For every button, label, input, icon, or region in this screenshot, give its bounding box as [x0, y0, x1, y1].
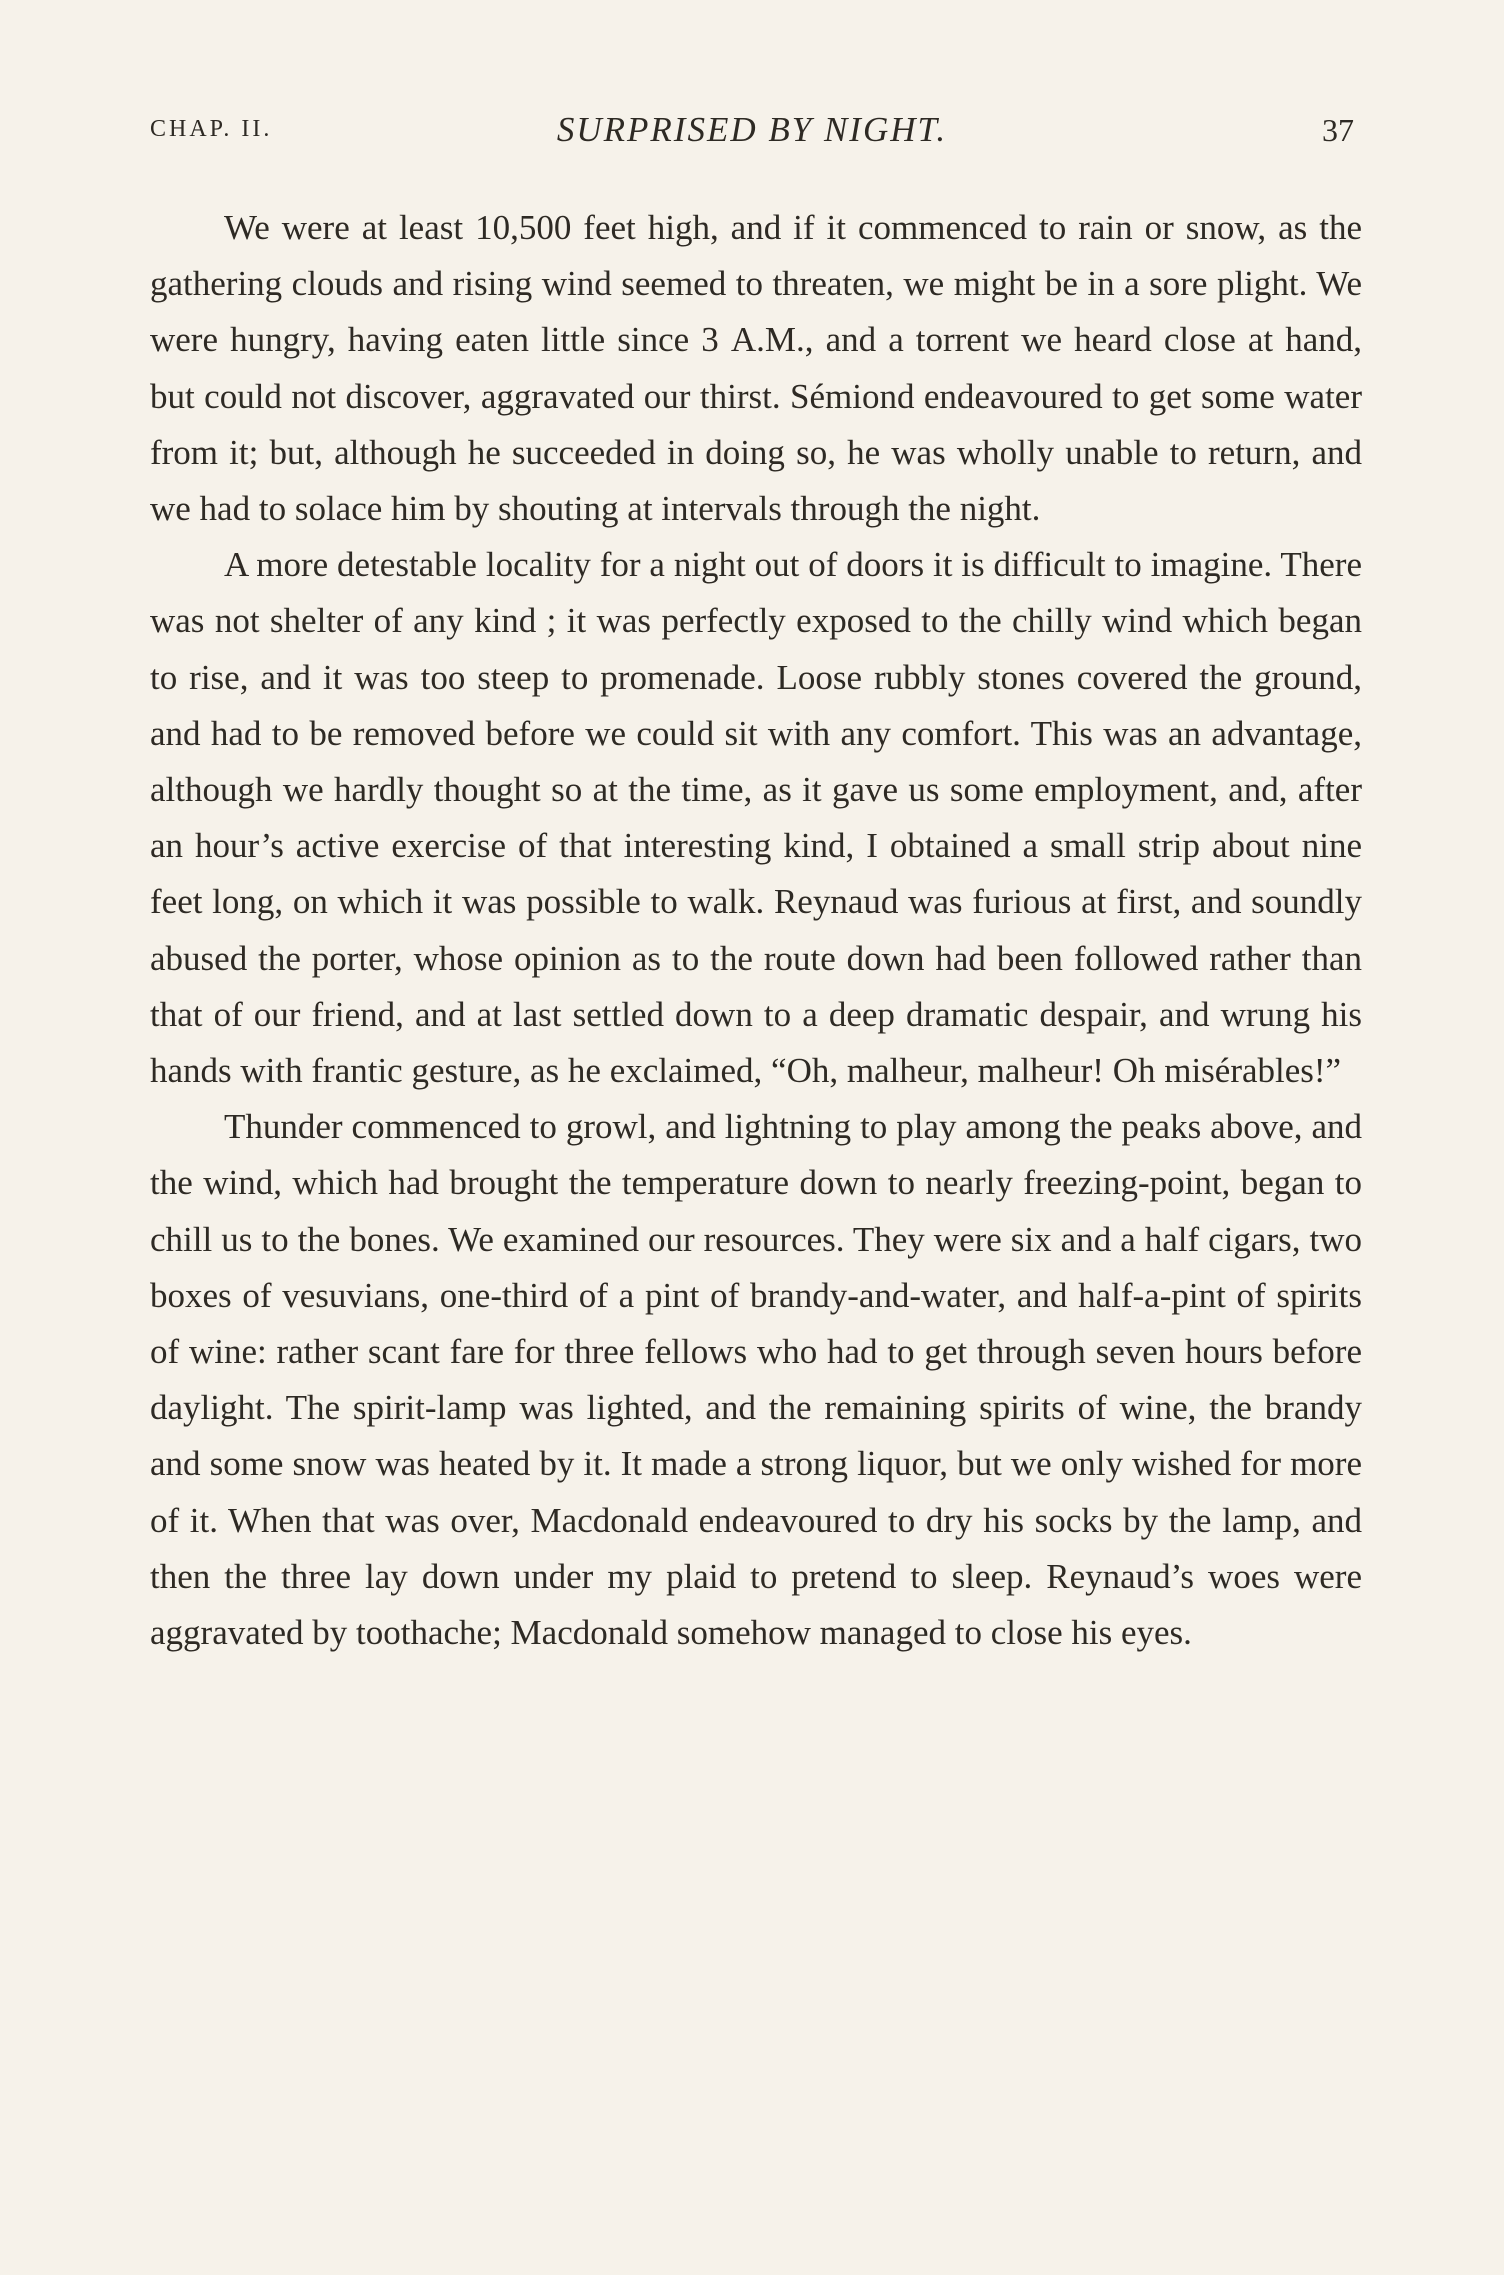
body-text: [150, 200, 1362, 1661]
paragraph-1-text-b: , and a torrent we heard close at hand, but could not discover, aggravated our thirst. Sémiond endeavoured to get some water from it; but, although he succeeded in doing so, he was wholly unable to return, and we had to solace him by shouting at intervals through the night.: [150, 320, 1362, 529]
paragraph-2: A more detestable locality for a night out of doors it is difficult to imagine. There was not shelter of any kind ; it was perfectly exposed to the chilly wind which began to rise, and it was too steep to promenade. Loose rubbly stones covered the ground, and had to be removed before we could sit with any comfort. This was an advantage, although we hardly thought so at the time, as it gave us some employment, and, after an hour’s active exercise of that interesting kind, I obtained a small strip about nine feet long, on which it was possible to walk. Reynaud was furious at first, and soundly abused the porter, whose opinion as to the route down had been followed rather than that of our friend, and at last settled down to a deep dramatic despair, and wrung his hands with frantic gesture, as he exclaimed, “Oh, malheur, malheur! Oh misérables!”: [150, 545, 1362, 1091]
paragraph-1-text-a: We were at least 10,500 feet high, and if it commenced to rain or snow, as the gathering clouds and rising wind seemed to threaten, we might be in a sore plight. We were hungry, having eaten little since 3: [150, 208, 1362, 360]
running-head: [150, 110, 1354, 164]
running-title: SURPRISED BY NIGHT.: [556, 110, 948, 149]
page-number: 37: [1322, 112, 1354, 148]
paragraph-1: [150, 200, 1362, 537]
chapter-label: CHAP. II.: [150, 116, 273, 142]
paragraph-3: Thunder commenced to growl, and lightning to play among the peaks above, and the wind, which had brought the temperature down to nearly freezing-point, began to chill us to the bones. We examined our resources. They were six and a half cigars, two boxes of vesuvians, one-third of a pint of brandy-and-water, and half-a-pint of spirits of wine: rather scant fare for three fellows who had to get through seven hours before daylight. The spirit-lamp was lighted, and the remaining spirits of wine, the brandy and some snow was heated by it. It made a strong liquor, but we only wished for more of it. When that was over, Macdonald endeavoured to dry his socks by the lamp, and then the three lay down under my plaid to pretend to sleep. Reynaud’s woes were aggravated by toothache; Macdonald somehow managed to close his eyes.: [150, 1107, 1362, 1653]
time-abbreviation: A.M.: [730, 320, 805, 360]
